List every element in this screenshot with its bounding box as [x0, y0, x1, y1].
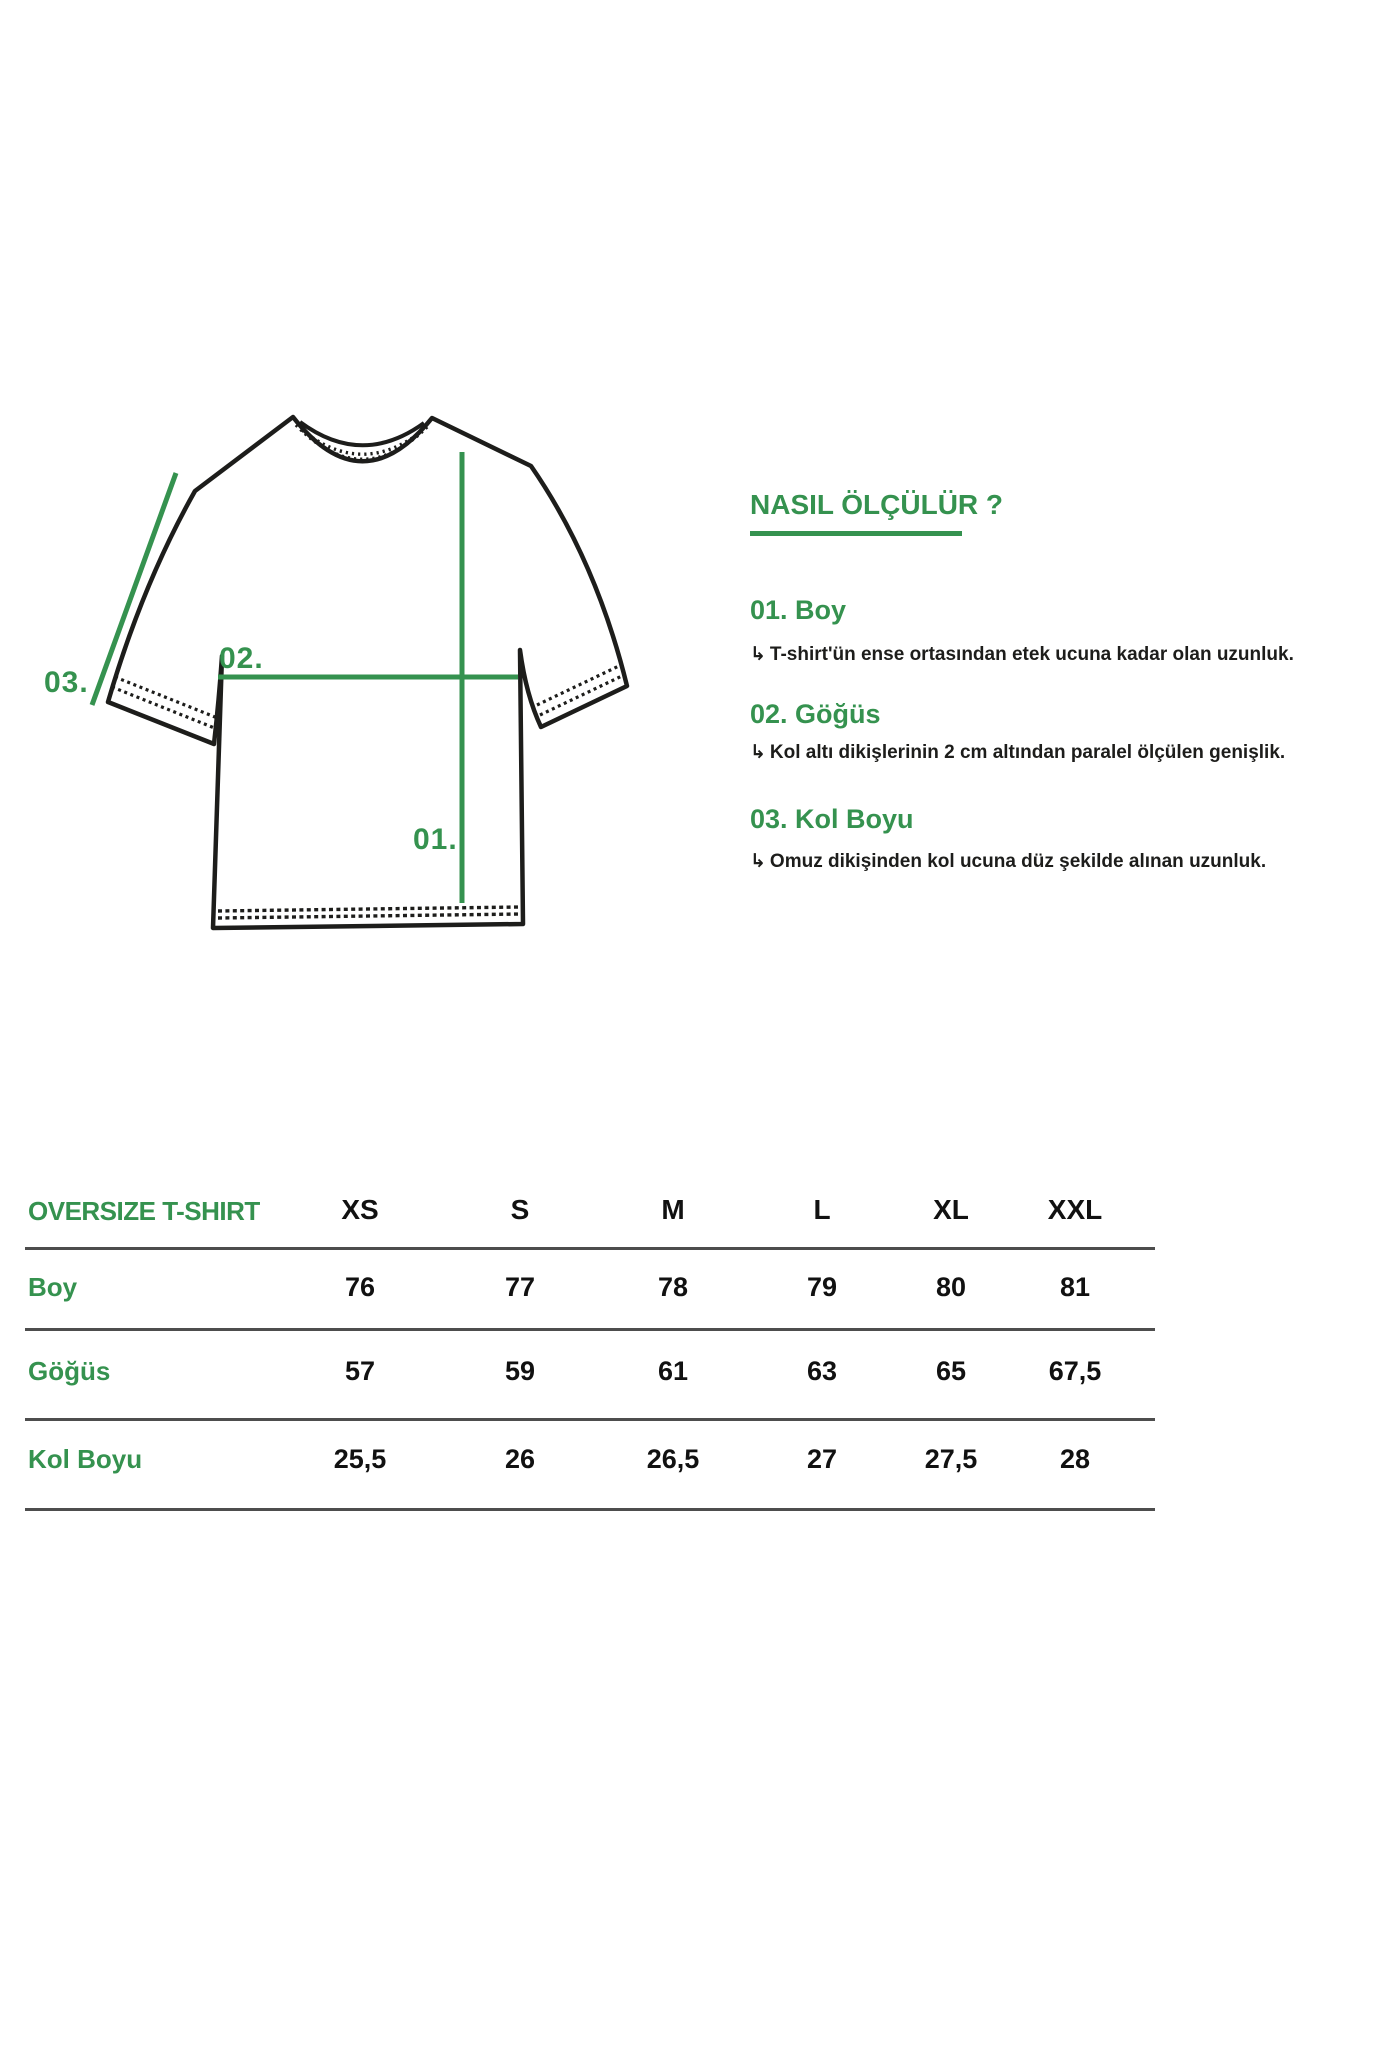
- table-cell: 61: [657, 1356, 689, 1386]
- section-desc-boy-text: T-shirt'ün ense ortasından etek ucuna kadar olan uzunluk.: [769, 644, 1294, 665]
- table-cell: 76: [344, 1272, 376, 1302]
- table-cell: 77: [504, 1272, 536, 1302]
- corner-arrow-icon: ↳: [750, 644, 766, 665]
- corner-arrow-icon: ↳: [750, 742, 766, 763]
- table-cell: 63: [806, 1356, 838, 1386]
- size-header-xl: XL: [933, 1194, 969, 1225]
- table-product-name: OVERSIZE T-SHIRT: [28, 1196, 260, 1226]
- table-divider: [25, 1508, 1155, 1511]
- section-desc-kol-boyu: [750, 851, 1266, 874]
- table-cell: 78: [657, 1272, 689, 1302]
- table-cell: 79: [806, 1272, 838, 1302]
- size-header-xxl: XXL: [1047, 1194, 1103, 1225]
- table-divider: [25, 1418, 1155, 1421]
- table-cell: 27: [806, 1444, 838, 1474]
- table-cell: 65: [935, 1356, 967, 1386]
- table-cell: 26,5: [646, 1444, 700, 1474]
- section-heading-boy: 01. Boy: [750, 595, 847, 625]
- table-cell: 25,5: [333, 1444, 387, 1474]
- section-desc-kol-boyu-text: Omuz dikişinden kol ucuna düz şekilde alınan uzunluk.: [769, 851, 1267, 872]
- corner-arrow-icon: ↳: [750, 851, 766, 872]
- section-heading-kol-boyu: 03. Kol Boyu: [750, 804, 914, 834]
- table-cell: 27,5: [924, 1444, 978, 1474]
- table-divider: [25, 1247, 1155, 1250]
- section-desc-boy: [750, 644, 1294, 667]
- table-cell: 59: [504, 1356, 536, 1386]
- size-header-xs: XS: [341, 1194, 379, 1225]
- measure-label-01: 01.: [413, 823, 458, 856]
- measure-label-02: 02.: [219, 642, 264, 675]
- table-cell: 80: [935, 1272, 967, 1302]
- guide-title: NASIL ÖLÇÜLÜR ?: [750, 489, 1004, 520]
- table-cell: 81: [1059, 1272, 1091, 1302]
- table-cell: 57: [344, 1356, 376, 1386]
- section-heading-gogus: 02. Göğüs: [750, 699, 881, 729]
- section-desc-gogus-text: Kol altı dikişlerinin 2 cm altından paralel ölçülen genişlik.: [769, 742, 1286, 763]
- row-label-gogus: Göğüs: [28, 1356, 111, 1386]
- size-header-s: S: [510, 1194, 530, 1225]
- table-divider: [25, 1328, 1155, 1331]
- table-cell: 67,5: [1048, 1356, 1102, 1386]
- measure-label-03: 03.: [44, 666, 89, 699]
- guide-title-underline: [750, 531, 962, 536]
- row-label-boy: Boy: [28, 1272, 78, 1302]
- row-label-kol-boyu: Kol Boyu: [28, 1444, 143, 1474]
- tshirt-diagram: [0, 380, 700, 1000]
- section-desc-gogus: [750, 742, 1285, 765]
- size-header-l: L: [813, 1194, 831, 1225]
- size-table: [25, 1190, 1155, 1520]
- table-cell: 28: [1059, 1444, 1091, 1474]
- table-cell: 26: [504, 1444, 536, 1474]
- size-header-m: M: [661, 1194, 685, 1225]
- tshirt-outline: [108, 417, 627, 928]
